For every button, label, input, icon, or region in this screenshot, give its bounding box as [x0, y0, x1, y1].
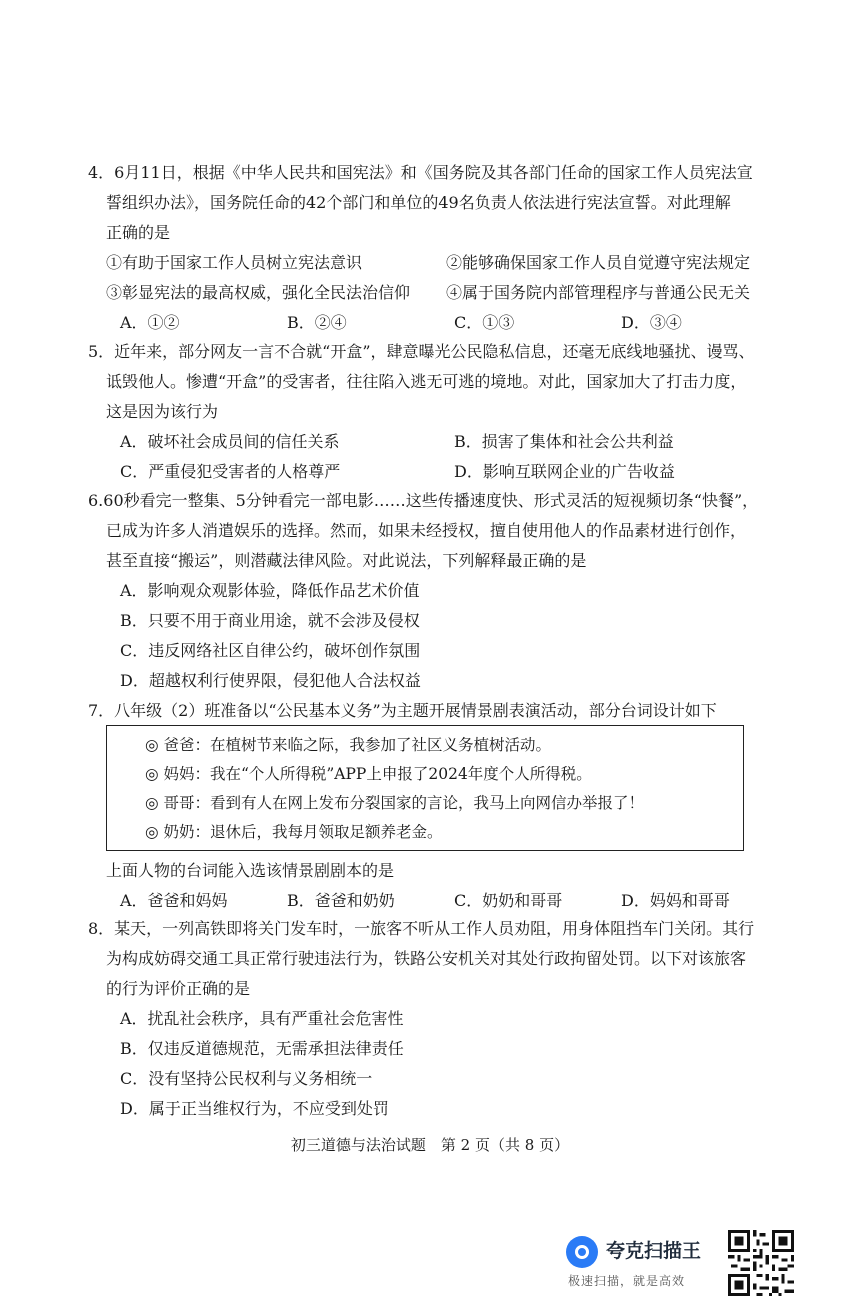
question-8-option-c: C．没有坚持公民权利与义务相统一: [120, 1069, 373, 1088]
question-5-stem-line-2: 诋毁他人。惨遭“开盒”的受害者，往往陷入逃无可逃的境地。对此，国家加大了打击力度，: [106, 372, 747, 391]
watermark-subtitle: 极速扫描，就是高效: [568, 1274, 686, 1288]
question-4-option-b: B．②④: [287, 313, 347, 332]
question-4-item-4: ④属于国务院内部管理程序与普通公民无关: [446, 283, 751, 302]
dialogue-line-mom: ◎ 妈妈：我在“个人所得税”APP上申报了2024年度个人所得税。: [145, 765, 592, 783]
question-4: [88, 158, 788, 338]
question-5-option-c: C．严重侵犯受害者的人格尊严: [120, 462, 341, 481]
question-4-item-2: ②能够确保国家工作人员自觉遵守宪法规定: [446, 253, 751, 272]
question-6: [88, 486, 788, 696]
question-6-stem-line-2: 已成为许多人消遣娱乐的选择。然而，如果未经授权，擅自使用他人的作品素材进行创作，: [106, 521, 747, 540]
question-6-stem-line-1: 6.60秒看完一整集、5分钟看完一部电影……这些传播速度快、形式灵活的短视频切条“快餐”，: [88, 491, 759, 510]
dialogue-line-grandma: ◎ 奶奶：退休后，我每月领取足额养老金。: [145, 823, 443, 841]
question-4-stem-line-3: 正确的是: [106, 223, 171, 242]
scanner-watermark: [566, 1224, 796, 1302]
scanner-logo-icon: [566, 1236, 598, 1268]
question-7-tail: [88, 856, 788, 916]
watermark-title: 夸克扫描王: [606, 1240, 702, 1262]
question-4-option-d: D．③④: [621, 313, 682, 332]
page-footer: 初三道德与法治试题 第 2 页（共 8 页）: [290, 1136, 570, 1154]
question-8-stem-line-3: 的行为评价正确的是: [106, 979, 251, 998]
question-5-options-row-1: [88, 427, 788, 457]
question-8-option-d: D．属于正当维权行为，不应受到处罚: [120, 1099, 389, 1118]
question-5-option-d: D．影响互联网企业的广告收益: [454, 462, 675, 481]
question-8: [88, 914, 788, 1124]
question-7-option-b: B．爸爸和奶奶: [287, 891, 395, 910]
question-8-option-a: A．扰乱社会秩序，具有严重社会危害性: [120, 1009, 404, 1028]
question-7-option-a: A．爸爸和妈妈: [120, 891, 228, 910]
dialogue-box: [106, 725, 744, 851]
question-7-options: [88, 886, 788, 916]
question-4-items-row-2: [88, 278, 788, 308]
dialogue-line-brother: ◎ 哥哥：看到有人在网上发布分裂国家的言论，我马上向网信办举报了！: [145, 794, 644, 812]
question-7-option-c: C．奶奶和哥哥: [454, 891, 563, 910]
question-5: [88, 337, 788, 487]
dialogue-line-dad: ◎ 爸爸：在植树节来临之际，我参加了社区义务植树活动。: [145, 736, 551, 754]
question-5-option-b: B．损害了集体和社会公共利益: [454, 432, 674, 451]
question-5-stem-line-3: 这是因为该行为: [106, 402, 219, 421]
question-4-items-row-1: [88, 248, 788, 278]
question-7-question: 上面人物的台词能入选该情景剧剧本的是: [106, 861, 395, 880]
question-5-stem-line-1: 5．近年来，部分网友一言不合就“开盒”，肆意曝光公民隐私信息，还毫无底线地骚扰、谩骂、: [88, 342, 755, 361]
question-4-stem-line-2: 誓组织办法》，国务院任命的42个部门和单位的49名负责人依法进行宪法宣誓。对此理解: [106, 193, 731, 212]
question-6-option-c: C．违反网络社区自律公约，破坏创作氛围: [120, 641, 421, 660]
question-4-options: [88, 308, 788, 338]
question-4-item-1: ①有助于国家工作人员树立宪法意识: [106, 253, 363, 272]
question-7-stem: 7．八年级（2）班准备以“公民基本义务”为主题开展情景剧表演活动，部分台词设计如下: [88, 701, 717, 720]
question-4-stem-line-1: 4．6月11日，根据《中华人民共和国宪法》和《国务院及其各部门任命的国家工作人员宪法宣: [88, 163, 753, 182]
qr-code-icon: [728, 1228, 794, 1298]
question-6-stem-line-3: 甚至直接“搬运”，则潜藏法律风险。对此说法，下列解释最正确的是: [106, 551, 587, 570]
question-6-option-a: A．影响观众观影体验，降低作品艺术价值: [120, 581, 420, 600]
question-8-option-b: B．仅违反道德规范，无需承担法律责任: [120, 1039, 404, 1058]
question-8-stem-line-1: 8．某天，一列高铁即将关门发车时，一旅客不听从工作人员劝阻，用身体阻挡车门关闭。其行: [88, 919, 755, 938]
question-4-option-c: C．①③: [454, 313, 515, 332]
question-5-option-a: A．破坏社会成员间的信任关系: [120, 432, 340, 451]
question-6-option-d: D．超越权利行使界限，侵犯他人合法权益: [120, 671, 421, 690]
question-4-item-3: ③彰显宪法的最高权威，强化全民法治信仰: [106, 283, 411, 302]
question-7: [88, 696, 788, 726]
question-4-option-a: A．①②: [120, 313, 180, 332]
question-6-option-b: B．只要不用于商业用途，就不会涉及侵权: [120, 611, 420, 630]
question-8-stem-line-2: 为构成妨碍交通工具正常行驶违法行为，铁路公安机关对其处行政拘留处罚。以下对该旅客: [106, 949, 747, 968]
question-5-options-row-2: [88, 457, 788, 487]
question-7-option-d: D．妈妈和哥哥: [621, 891, 730, 910]
